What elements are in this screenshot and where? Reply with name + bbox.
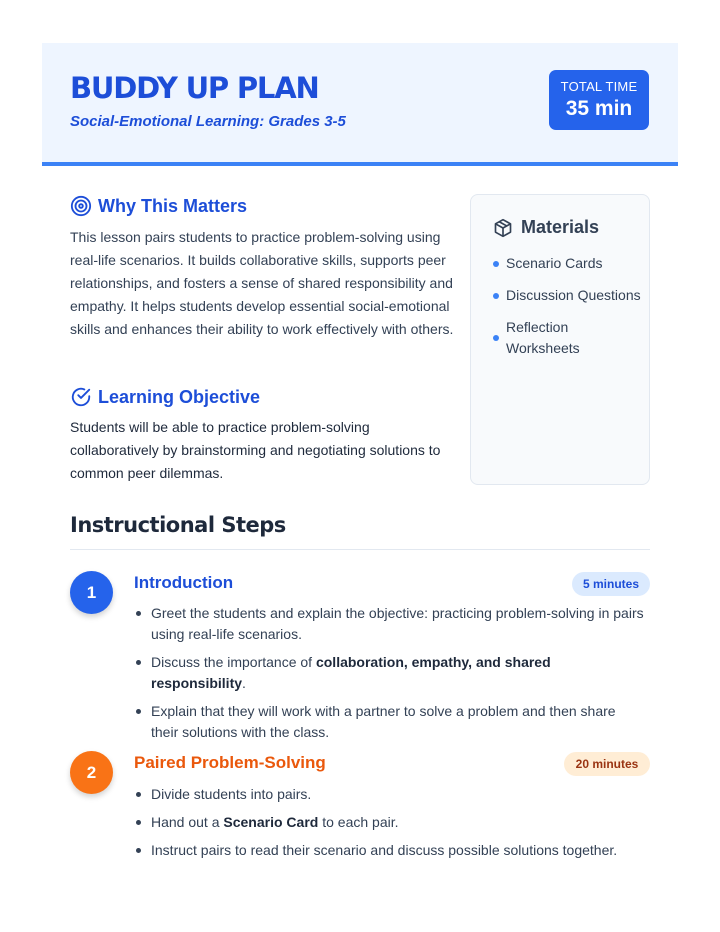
box-icon — [493, 218, 513, 238]
step-bullets — [134, 784, 644, 868]
list-item: Greet the students and explain the objective: practicing problem-solving in pairs using real-life scenarios. — [134, 603, 644, 645]
why-heading-text: Why This Matters — [98, 195, 248, 216]
objective-body: Students will be able to practice problem-solving collaboratively by brainstorming and negotiating solutions to common peer dilemmas. — [70, 419, 441, 481]
why-heading — [70, 195, 247, 217]
total-time-badge — [549, 70, 649, 130]
check-circle-icon — [70, 386, 92, 408]
materials-card — [470, 194, 650, 485]
list-item: Divide students into pairs. — [134, 784, 644, 805]
materials-heading — [493, 217, 599, 238]
page-title: BUDDY UP PLAN — [70, 71, 319, 105]
list-item: Instruct pairs to read their scenario and discuss possible solutions together. — [134, 840, 644, 861]
list-item: Discuss the importance of collaboration, empathy, and shared responsibility. — [134, 652, 644, 694]
duration-badge: 5 minutes — [572, 572, 650, 596]
divider — [70, 549, 650, 550]
objective-heading-text: Learning Objective — [98, 386, 261, 407]
step-number: 2 — [70, 751, 113, 794]
steps-heading: Instructional Steps — [70, 513, 286, 537]
page-subtitle: Social-Emotional Learning: Grades 3-5 — [70, 113, 346, 130]
target-icon — [70, 195, 92, 217]
list-item: Scenario Cards — [493, 253, 643, 274]
list-item: Explain that they will work with a partner to solve a problem and then share their solutions with the class. — [134, 701, 644, 743]
list-item: Hand out a Scenario Card to each pair. — [134, 812, 644, 833]
list-item: Reflection Worksheets — [493, 317, 643, 359]
materials-list — [493, 253, 643, 370]
objective-heading — [70, 386, 260, 408]
duration-badge: 20 minutes — [564, 752, 650, 776]
why-body: This lesson pairs students to practice problem-solving using real-life scenarios. It builds collaborative skills, supports peer relationships, and fosters a sense of shared responsibility and empathy. It helps students develop essential social-emotional skills and enhances their ability to work effectively with others. — [70, 229, 454, 337]
lesson-header — [42, 43, 678, 166]
total-time-label: TOTAL TIME — [560, 79, 638, 94]
step-bullets — [134, 603, 644, 750]
total-time-value: 35 min — [565, 97, 633, 120]
step-title: Introduction — [134, 573, 234, 592]
step-number: 1 — [70, 571, 113, 614]
materials-heading-text: Materials — [521, 217, 600, 237]
step-title: Paired Problem-Solving — [134, 753, 326, 772]
list-item: Discussion Questions — [493, 285, 643, 306]
